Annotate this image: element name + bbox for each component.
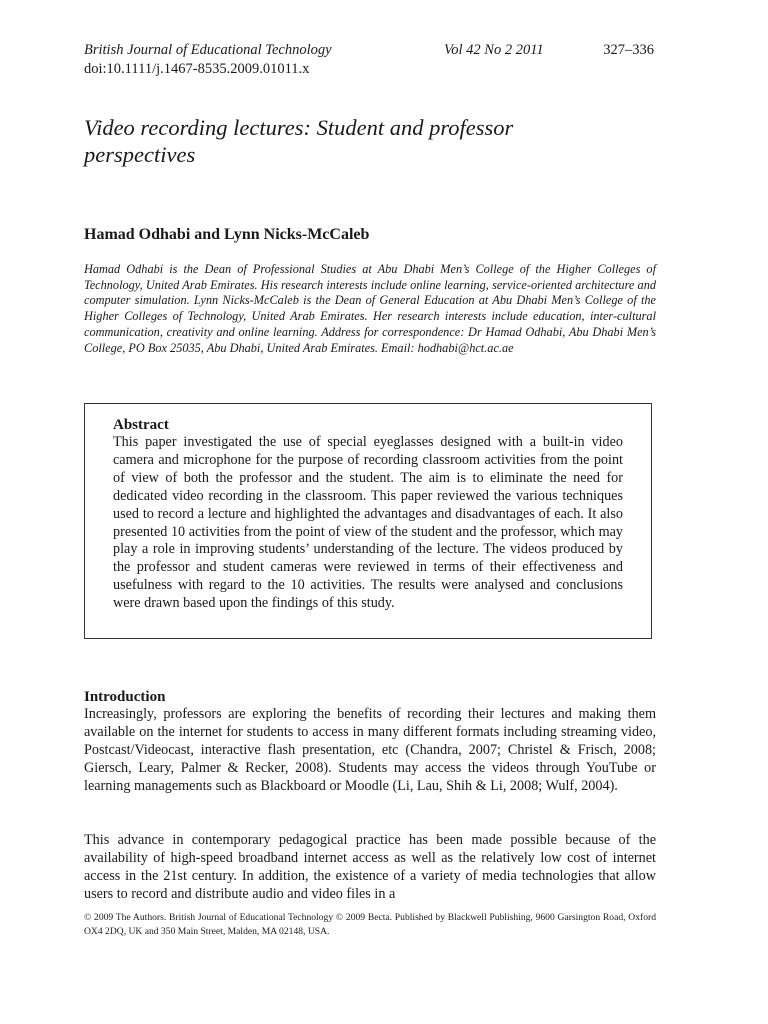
abstract-text: This paper investigated the use of special eyeglasses designed with a built-in video camera and microphone for the purpose of recording classroom activities from the point of view of both the professor and the student. The aim is to eliminate the need for dedicated video recording in the classroom. This paper reviewed the various techniques used to record a lecture and highlighted the advantages and disadvantages of each. It also presented 10 activities from the point of view of the student and the professor, which may play a role in improving students’ understanding of the lecture. The videos produced by the professor and student cameras were reviewed in terms of their effectiveness and usefulness with regard to the 10 activities. The results were analysed and conclusions were drawn based upon the findings of this study. bbox=[113, 434, 623, 612]
introduction-heading: Introduction bbox=[84, 689, 166, 705]
doi: doi:10.1111/j.1467-8535.2009.01011.x bbox=[84, 61, 310, 77]
article-title: Video recording lectures: Student and professor perspectives bbox=[84, 115, 514, 167]
journal-page bbox=[84, 0, 656, 1024]
journal-name: British Journal of Educational Technology bbox=[84, 42, 332, 58]
abstract-box bbox=[84, 403, 652, 639]
abstract-heading: Abstract bbox=[113, 417, 169, 433]
author-affiliation: Hamad Odhabi is the Dean of Professional Studies at Abu Dhabi Men’s College of the Higher Colleges of Technology, United Arab Emirates. His research interests include online learning, service-oriented architecture and computer simulation. Lynn Nicks-McCaleb is the Dean of General Education at Abu Dhabi Men’s College of the Higher Colleges of Technology, United Arab Emirates. Her research interests include education, inter-cultural communication, creativity and online learning. Address for correspondence: Dr Hamad Odhabi, Abu Dhabi Men’s College, PO Box 25035, Abu Dhabi, United Arab Emirates. Email: hodhabi@hct.ac.ae bbox=[84, 262, 656, 355]
authors: Hamad Odhabi and Lynn Nicks-McCaleb bbox=[84, 226, 370, 243]
introduction-paragraph-2: This advance in contemporary pedagogical practice has been made possible because of the availability of high-speed broadband internet access as well as the relatively low cost of internet access in the 21st century. In addition, the existence of a variety of media technologies that allow users to record and distribute audio and video files in a bbox=[84, 832, 656, 902]
volume-issue: Vol 42 No 2 2011 bbox=[444, 42, 544, 58]
copyright-footer: © 2009 The Authors. British Journal of Educational Technology © 2009 Becta. Published by Blackwell Publishing, 9600 Garsington Road, Oxford OX4 2DQ, UK and 350 Main Street, Malden, MA 02148, USA. bbox=[84, 912, 656, 937]
introduction-paragraph-1: Increasingly, professors are exploring the benefits of recording their lectures and making them available on the internet for students to access in many different formats including streaming video, Postcast/Videocast, interactive flash presentation, etc (Chandra, 2007; Christel & Frisch, 2008; Giersch, Leary, Palmer & Recker, 2008). Students may access the videos through YouTube or learning managements such as Blackboard or Moodle (Li, Lau, Shih & Li, 2008; Wulf, 2004). bbox=[84, 706, 656, 794]
page-range: 327–336 bbox=[603, 42, 654, 58]
